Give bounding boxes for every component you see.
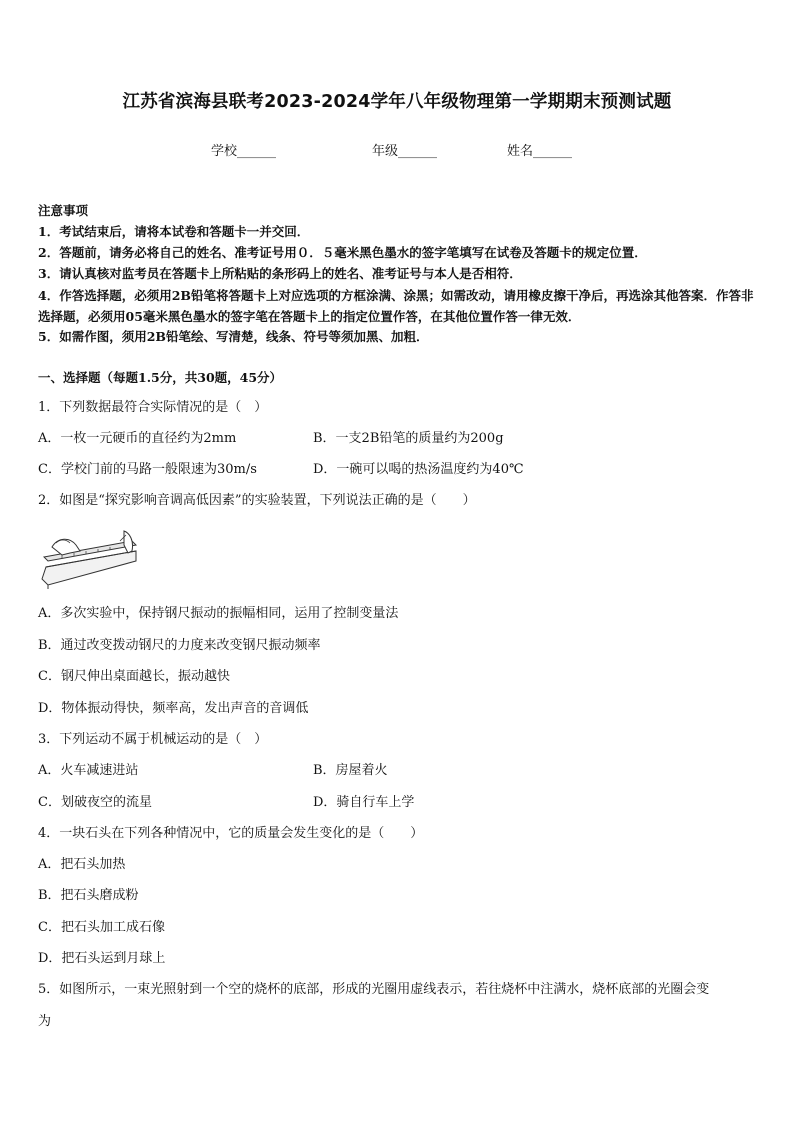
q1-stem: 1．下列数据最符合实际情况的是（ ）: [38, 400, 268, 415]
q3-option-b[interactable]: B．房屋着火: [313, 763, 388, 778]
q4-option-a[interactable]: A．把石头加热: [38, 857, 126, 872]
q5-stem-line1: 5．如图所示，一束光照射到一个空的烧杯的底部，形成的光圈用虚线表示，若往烧杯中注满水，烧杯底部的光圈会变: [38, 982, 710, 997]
q2-option-c[interactable]: C．钢尺伸出桌面越长，振动越快: [38, 669, 230, 684]
q5-stem-line2: 为: [38, 1014, 52, 1029]
q2-option-d[interactable]: D．物体振动得快，频率高，发出声音的音调低: [38, 701, 309, 716]
note-item-1: 1．考试结束后，请将本试卷和答题卡一并交回．: [38, 224, 310, 239]
note-item-3: 3．请认真核对监考员在答题卡上所粘贴的条形码上的姓名、准考证号与本人是否相符．: [38, 266, 522, 281]
q1-option-a[interactable]: A．一枚一元硬币的直径约为2mm: [38, 431, 237, 446]
q3-option-a[interactable]: A．火车减速进站: [38, 763, 139, 778]
q1-option-d[interactable]: D．一碗可以喝的热汤温度约为40℃: [313, 462, 524, 477]
q3-option-c[interactable]: C．划破夜空的流星: [38, 795, 152, 810]
q2-option-b[interactable]: B．通过改变拨动钢尺的力度来改变钢尺振动频率: [38, 638, 321, 653]
grade-label: 年级: [372, 144, 399, 159]
q2-stem: 2．如图是“探究影响音调高低因素”的实验装置，下列说法正确的是（ ）: [38, 493, 476, 508]
school-field[interactable]: [211, 140, 276, 159]
q4-option-c[interactable]: C．把石头加工成石像: [38, 920, 165, 935]
notes-heading: 注意事项: [38, 203, 89, 218]
q3-stem: 3．下列运动不属于机械运动的是（ ）: [38, 732, 268, 747]
section-heading: 一、选择题（每题1.5分，共30题，45分）: [38, 370, 283, 385]
q4-stem: 4．一块石头在下列各种情况中，它的质量会发生变化的是（ ）: [38, 826, 424, 841]
page-title: 江苏省滨海县联考2023-2024学年八年级物理第一学期期末预测试题: [122, 92, 672, 112]
name-field[interactable]: [507, 140, 572, 159]
grade-field[interactable]: [372, 140, 437, 159]
note-item-2: 2．答题前，请务必将自己的姓名、准考证号用０．５毫米黑色墨水的签字笔填写在试卷及答题卡的规定位置．: [38, 245, 647, 260]
student-info-row: [0, 140, 794, 160]
grade-blank: ______: [398, 144, 438, 159]
q4-option-b[interactable]: B．把石头磨成粉: [38, 888, 139, 903]
q1-option-b[interactable]: B．一支2B铅笔的质量约为200g: [313, 431, 504, 446]
school-label: 学校: [211, 144, 238, 159]
q4-option-d[interactable]: D．把石头运到月球上: [38, 951, 166, 966]
school-blank: ______: [237, 144, 277, 159]
note-item-4: 4．作答选择题，必须用2B铅笔将答题卡上对应选项的方框涂满、涂黑；如需改动，请用橡皮擦干净后，再选涂其他答案．作答非选择题，必须用05毫米黑色墨水的签字笔在答题卡上的指定位置作答，在其他位置作答一律无效．: [38, 288, 754, 324]
q2-option-a[interactable]: A．多次实验中，保持钢尺振动的振幅相同，运用了控制变量法: [38, 606, 399, 621]
q3-option-d[interactable]: D．骑自行车上学: [313, 795, 415, 810]
name-label: 姓名: [507, 144, 534, 159]
name-blank: ______: [533, 144, 573, 159]
steel-ruler-experiment-figure: [40, 521, 144, 589]
q1-option-c[interactable]: C．学校门前的马路一般限速为30m/s: [38, 462, 257, 477]
note-item-5: 5．如需作图，须用2B铅笔绘、写清楚，线条、符号等须加黑、加粗．: [38, 329, 429, 344]
